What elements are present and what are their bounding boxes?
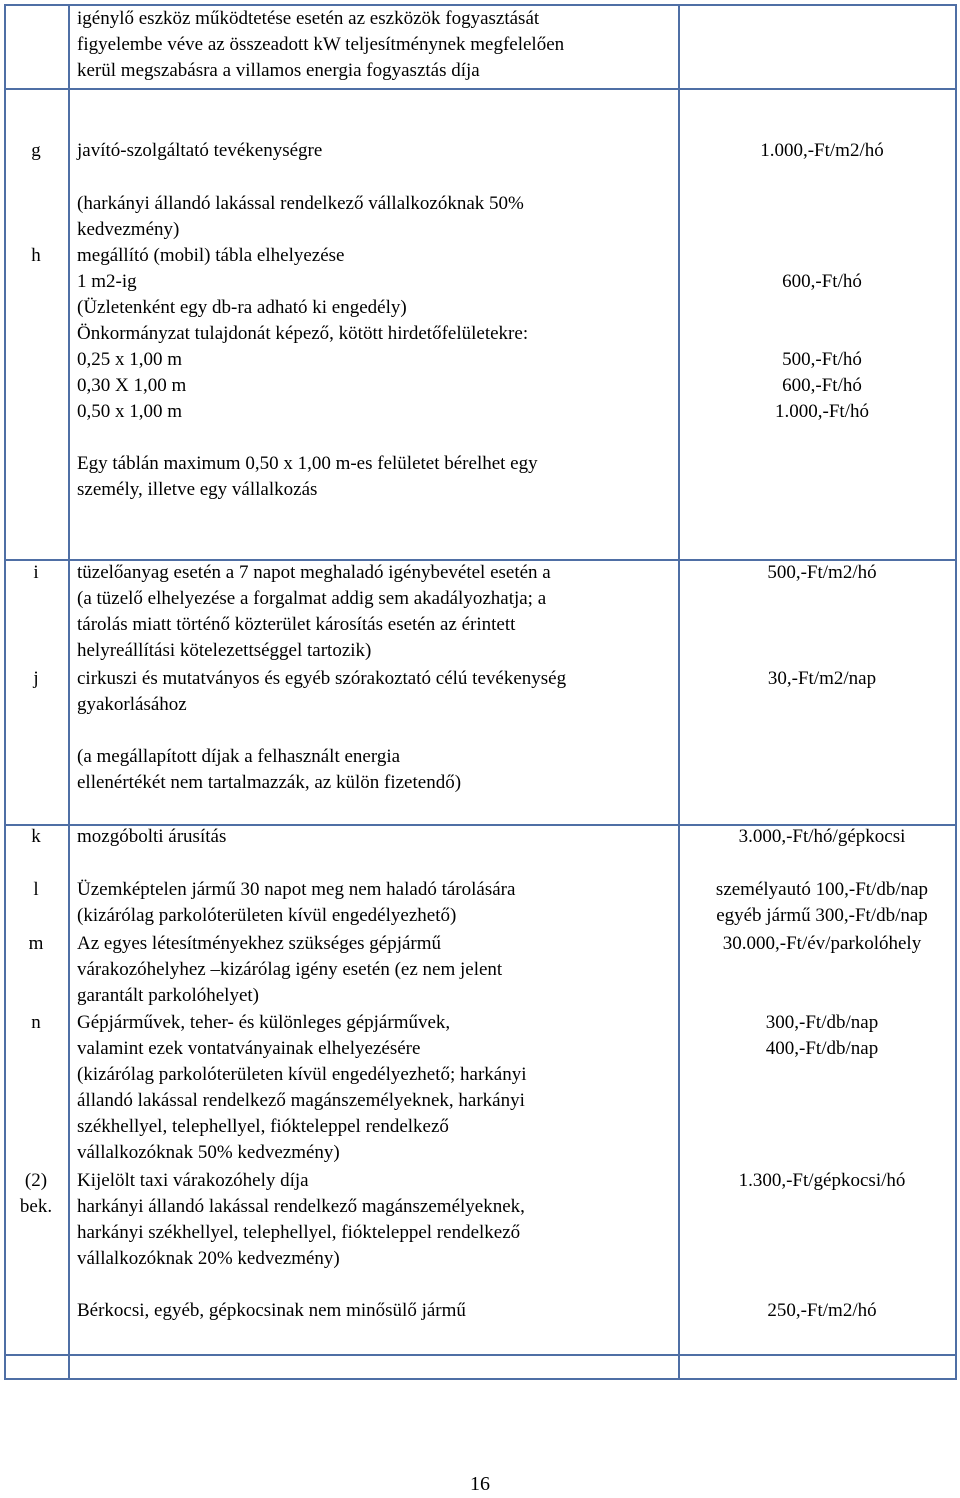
row-description [77,560,677,664]
text-line: Önkormányzat tulajdonát képező, kötött hirdetőfelületekre: [77,323,529,344]
text-line: valamint ezek vontatványainak elhelyezésére [77,1038,421,1059]
fee-line: 30,-Ft/m2/nap [767,668,877,689]
text-line: figyelembe véve az összeadott kW teljesítménynek megfelelően [77,34,565,55]
fee-line [687,1246,957,1272]
text-line: ellenértékét nem tartalmazzák, az külön fizetendő) [77,772,462,793]
fee-line: 300,-Ft/db/nap [765,1012,879,1033]
fee-line: 250,-Ft/m2/hó [767,1300,877,1321]
text-line: 0,50 x 1,00 m [77,401,183,422]
fee-line [687,243,957,269]
row-description [77,877,677,929]
row-fee [687,138,957,164]
text-line: helyreállítási kötelezettséggel tartozik) [77,640,372,661]
text-line: 1 m2-ig [77,271,137,292]
fee-line: személyautó 100,-Ft/db/nap [715,879,929,900]
row-description [77,138,677,164]
row-fee [687,191,957,425]
fee-line: 600,-Ft/hó [782,375,862,396]
row-key-line: bek. [19,1196,53,1217]
text-line [77,718,677,744]
column-divider [678,4,680,1380]
table-border-bottom [4,1378,957,1380]
text-line [77,1272,677,1298]
text-line: (Üzletenként egy db-ra adható ki engedély) [77,297,407,318]
row-description [77,1010,677,1166]
row-key: k [31,826,41,847]
column-divider [68,4,70,1380]
text-line: gyakorlásához [77,694,187,715]
text-line: igénylő eszköz működtetése esetén az eszközök fogyasztását [77,8,540,29]
row-description [77,6,677,84]
fee-line: 3.000,-Ft/hó/gépkocsi [738,826,906,847]
row-key: n [31,1012,41,1033]
row-key: i [33,562,39,583]
text-line: (a tüzelő elhelyezése a forgalmat addig sem akadályozhatja; a [77,588,547,609]
text-line: tárolás miatt történő közterület károsítás esetén az érintett [77,614,516,635]
fee-line [687,1220,957,1246]
text-line: személy, illetve egy vállalkozás [77,479,318,500]
fee-line: 400,-Ft/db/nap [765,1038,879,1059]
fee-line: 1.000,-Ft/hó [775,401,869,422]
fee-table [4,4,957,1380]
text-line: (kizárólag parkolóterületen kívül engedélyezhető) [77,905,457,926]
row-description [77,1168,677,1324]
row-key: m [28,933,44,954]
fee-line [687,295,957,321]
fee-line: 500,-Ft/m2/hó [767,562,877,583]
text-line: vállalkozóknak 50% kedvezmény) [77,1142,340,1163]
text-line: 0,25 x 1,00 m [77,349,183,370]
text-line: (a megállapított díjak a felhasznált energia [77,746,401,767]
text-line: cirkuszi és mutatványos és egyéb szórakoztató célú tevékenység [77,668,567,689]
fee-line: 1.000,-Ft/m2/hó [760,140,884,161]
fee-line: egyéb jármű 300,-Ft/db/nap [716,905,928,926]
text-line: (kizárólag parkolóterületen kívül engedélyezhető; harkányi [77,1064,527,1085]
text-line: harkányi állandó lakással rendelkező magánszemélyeknek, [77,1196,525,1217]
fee-line: 600,-Ft/hó [782,271,862,292]
text-line [77,425,677,451]
text-line: mozgóbolti árusítás [77,826,227,847]
row-key: l [33,879,39,900]
row-fee [687,560,957,586]
text-line: székhellyel, telephellyel, fiókteleppel rendelkező [77,1116,449,1137]
fee-line: 30.000,-Ft/év/parkolóhely [722,933,922,954]
fee-line [687,1194,957,1220]
row-key: g [31,140,41,161]
text-line: Kijelölt taxi várakozóhely díja [77,1170,309,1191]
row-description [77,824,677,850]
row-divider [4,88,957,90]
row-fee [687,666,957,692]
text-line: Üzemképtelen jármű 30 napot meg nem haladó tárolására [77,879,516,900]
row-description [77,931,677,1009]
text-line: kedvezmény) [77,219,180,240]
text-line: Egy táblán maximum 0,50 x 1,00 m-es felületet bérelhet egy [77,453,538,474]
text-line: harkányi székhellyel, telephellyel, fiókteleppel rendelkező [77,1222,521,1243]
fee-line [687,217,957,243]
page-number: 16 [470,1473,490,1495]
text-line: (harkányi állandó lakással rendelkező vállalkozóknak 50% [77,193,524,214]
row-fee [687,1010,957,1062]
row-divider [4,1354,957,1356]
text-line: javító-szolgáltató tevékenységre [77,140,323,161]
text-line: megállító (mobil) tábla elhelyezése [77,245,345,266]
fee-line [687,191,957,217]
fee-line: 500,-Ft/hó [782,349,862,370]
text-line: 0,30 X 1,00 m [77,375,187,396]
text-line: garantált parkolóhelyet) [77,985,260,1006]
text-line: Az egyes létesítményekhez szükséges gépjármű [77,933,442,954]
text-line: kerül megszabásra a villamos energia fogyasztás díja [77,60,480,81]
fee-line [687,1272,957,1298]
text-line: várakozóhelyhez –kizárólag igény esetén (ez nem jelent [77,959,503,980]
row-description [77,191,677,503]
row-key: j [33,668,39,689]
row-fee [687,824,957,850]
row-key-line: (2) [24,1170,48,1191]
row-fee [687,877,957,929]
row-fee [687,931,957,957]
text-line: állandó lakással rendelkező magánszemélyeknek, harkányi [77,1090,525,1111]
text-line: vállalkozóknak 20% kedvezmény) [77,1248,340,1269]
fee-line [687,321,957,347]
text-line: tüzelőanyag esetén a 7 napot meghaladó igénybevétel esetén a [77,562,551,583]
row-description [77,666,677,796]
fee-line: 1.300,-Ft/gépkocsi/hó [738,1170,906,1191]
text-line: Bérkocsi, egyéb, gépkocsinak nem minősülő jármű [77,1300,466,1321]
row-fee [687,1168,957,1324]
row-key: h [31,245,41,266]
text-line: Gépjárművek, teher- és különleges gépjárművek, [77,1012,451,1033]
row-key [4,1168,68,1220]
